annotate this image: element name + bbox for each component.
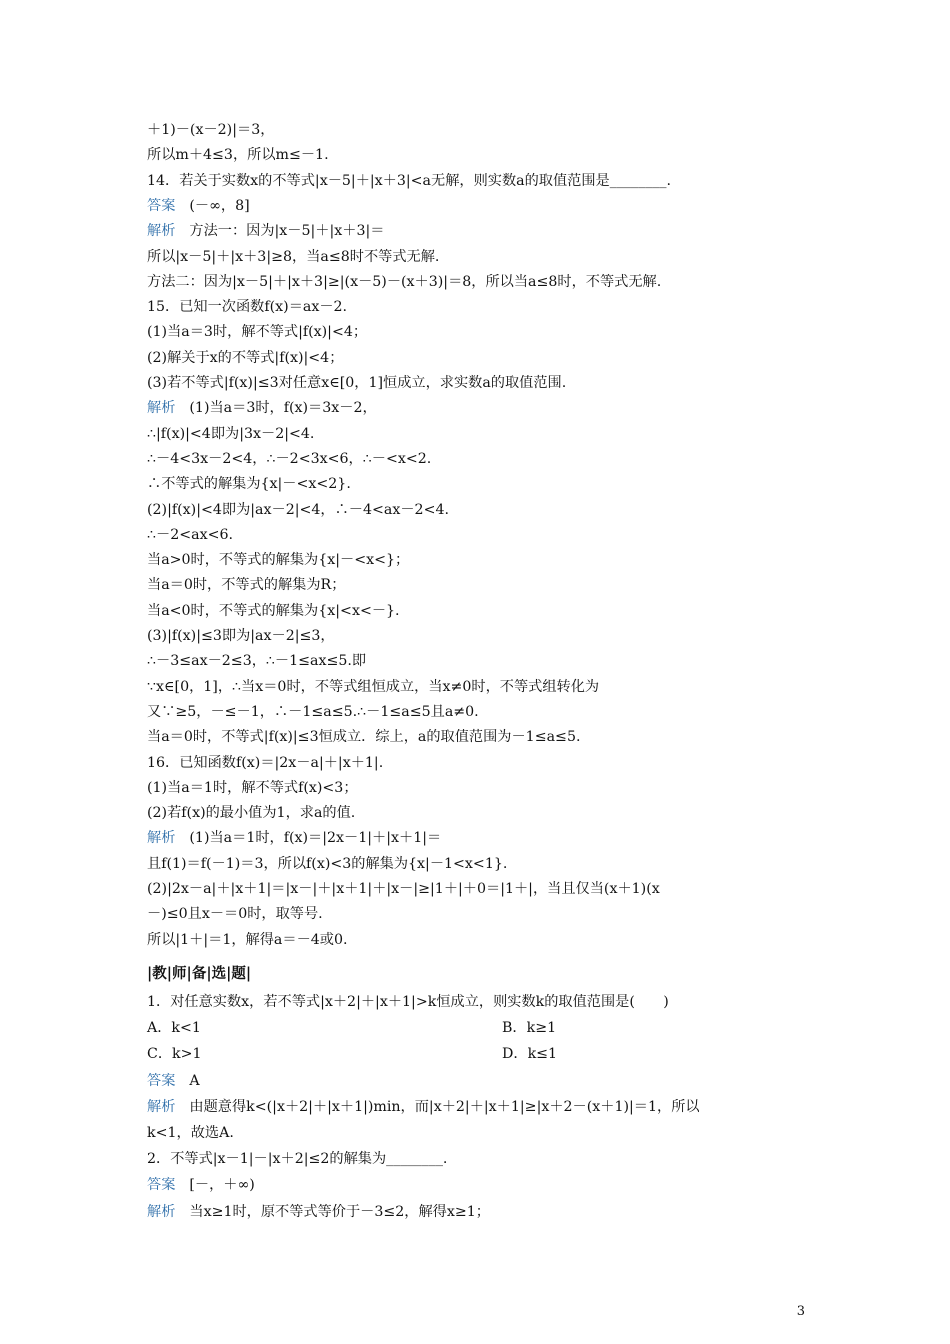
- line-text: 所以m＋4≤3，所以m≤－1.: [147, 147, 329, 163]
- line-text: (2)若f(x)的最小值为1，求a的值.: [147, 805, 356, 821]
- option-label: B．k≥1: [502, 1020, 557, 1036]
- text-line: [147, 754, 810, 772]
- text-line: [147, 678, 810, 696]
- line-text: (2)|2x－a|＋|x＋1|＝|x－|＋|x＋1|＋|x－|≥|1＋|＋0＝|1＋|，当且仅当(x＋1)(x: [147, 881, 660, 897]
- line-text: ∴－3≤ax－2≤3，∴－1≤ax≤5.即: [147, 653, 367, 669]
- line-text: 当a＝0时，不等式|f(x)|≤3恒成立．综上，a的取值范围为－1≤a≤5.: [147, 729, 581, 745]
- line-text: ∴不等式的解集为{x|－<x<2}.: [147, 476, 351, 492]
- text-line: [147, 779, 810, 797]
- line-text: ∵x∈[0，1]，∴当x＝0时，不等式组恒成立，当x≠0时，不等式组转化为: [147, 679, 600, 695]
- line-text: 当a＝0时，不等式的解集为R；: [147, 577, 346, 593]
- text-line: [147, 450, 810, 468]
- analysis-tag: 解析: [147, 830, 176, 846]
- text-line: [147, 222, 810, 240]
- text-line: [147, 298, 810, 316]
- text-line: [147, 1072, 810, 1090]
- line-text: ∴－2<ax<6.: [147, 527, 234, 543]
- text-line: [147, 829, 810, 847]
- text-line: [147, 323, 810, 341]
- text-line: [147, 652, 810, 670]
- text-line: [147, 273, 810, 291]
- line-text: [－，＋∞): [189, 1177, 255, 1193]
- text-line: [147, 855, 810, 873]
- line-text: 1．对任意实数x，若不等式|x＋2|＋|x＋1|>k恒成立，则实数k的取值范围是( ): [147, 994, 669, 1010]
- text-line: [147, 501, 810, 519]
- page-number: 3: [796, 1304, 805, 1319]
- line-text: 当a>0时，不等式的解集为{x|－<x<}；: [147, 552, 410, 568]
- line-text: (1)当a＝3时，f(x)＝3x－2，: [189, 400, 377, 416]
- answer-tag: 答案: [147, 1073, 176, 1089]
- line-text: 又∵≥5，－≤－1，∴－1≤a≤5.∴－1≤a≤5且a≠0.: [147, 704, 479, 720]
- line-text: 方法一：因为|x－5|＋|x＋3|＝: [189, 223, 385, 239]
- line-text: 所以|x－5|＋|x＋3|≥8，当a≤8时不等式无解.: [147, 249, 440, 265]
- line-text: 当x≥1时，原不等式等价于－3≤2，解得x≥1；: [189, 1204, 490, 1220]
- line-text: 当a<0时，不等式的解集为{x|<x<－}.: [147, 603, 400, 619]
- option-label: A．k<1: [147, 1020, 201, 1036]
- text-line: [147, 703, 810, 721]
- text-line: [147, 475, 810, 493]
- line-text: 且f(1)＝f(－1)＝3，所以f(x)<3的解集为{x|－1<x<1}.: [147, 856, 508, 872]
- line-text: ∴|f(x)|<4即为|3x－2|<4.: [147, 426, 315, 442]
- text-line: [147, 551, 810, 569]
- line-text: (－∞，8]: [189, 198, 250, 214]
- text-line: [147, 602, 810, 620]
- line-text: k<1，故选A.: [147, 1125, 234, 1141]
- line-text: 16．已知函数f(x)＝|2x－a|＋|x＋1|.: [147, 755, 384, 771]
- line-text: ＋1)－(x－2)|＝3，: [147, 122, 275, 138]
- text-line: [147, 804, 810, 822]
- text-line: [147, 374, 810, 392]
- text-line: [147, 1124, 810, 1142]
- analysis-tag: 解析: [147, 1204, 176, 1220]
- text-line: [147, 425, 810, 443]
- line-text: (3)|f(x)|≤3即为|ax－2|≤3，: [147, 628, 335, 644]
- analysis-tag: 解析: [147, 1099, 176, 1115]
- text-line: [147, 349, 810, 367]
- line-text: (2)|f(x)|<4即为|ax－2|<4，∴－4<ax－2<4.: [147, 502, 449, 518]
- text-line: [147, 146, 810, 164]
- line-text: (1)当a＝3时，解不等式|f(x)|<4；: [147, 324, 368, 340]
- text-line: [147, 248, 810, 266]
- text-line: [147, 1150, 810, 1168]
- text-line: [147, 627, 810, 645]
- text-line: [147, 728, 810, 746]
- text-line: [147, 880, 810, 898]
- line-text: 所以|1＋|＝1，解得a＝－4或0.: [147, 932, 348, 948]
- text-line: [147, 905, 810, 923]
- text-line: [147, 576, 810, 594]
- line-text: 方法二：因为|x－5|＋|x＋3|≥|(x－5)－(x＋3)|＝8，所以当a≤8时，不等式无解.: [147, 274, 662, 290]
- line-text: ∴－4<3x－2<4，∴－2<3x<6，∴－<x<2.: [147, 451, 432, 467]
- text-line: [147, 526, 810, 544]
- text-line: [147, 399, 810, 417]
- analysis-tag: 解析: [147, 400, 176, 416]
- option-label: D．k≤1: [502, 1046, 558, 1062]
- text-line: [147, 993, 810, 1011]
- text-line: [147, 931, 810, 949]
- line-text: 由题意得k<(|x＋2|＋|x＋1|)min，而|x＋2|＋|x＋1|≥|x＋2－(x＋1)|＝1，所以: [189, 1099, 700, 1115]
- line-text: 2．不等式|x－1|－|x＋2|≤2的解集为________.: [147, 1151, 448, 1167]
- text-line: [147, 172, 810, 190]
- teacher-section-heading: |教|师|备|选|题|: [147, 965, 252, 982]
- line-text: －)≤0且x－＝0时，取等号.: [147, 906, 323, 922]
- text-line: [147, 197, 810, 215]
- line-text: (3)若不等式|f(x)|≤3对任意x∈[0，1]恒成立，求实数a的取值范围.: [147, 375, 567, 391]
- text-line: [147, 1176, 810, 1194]
- line-text: (1)当a＝1时，解不等式f(x)<3；: [147, 780, 358, 796]
- line-text: (1)当a＝1时，f(x)＝|2x－1|＋|x＋1|＝: [189, 830, 442, 846]
- line-text: 15．已知一次函数f(x)＝ax－2.: [147, 299, 348, 315]
- analysis-tag: 解析: [147, 223, 176, 239]
- answer-tag: 答案: [147, 1177, 176, 1193]
- option-label: C．k>1: [147, 1046, 202, 1062]
- text-line: [147, 1098, 810, 1116]
- line-text: A: [189, 1073, 200, 1089]
- text-line: [147, 1203, 810, 1221]
- text-line: [147, 121, 810, 139]
- answer-tag: 答案: [147, 198, 176, 214]
- line-text: 14．若关于实数x的不等式|x－5|＋|x＋3|<a无解，则实数a的取值范围是________.: [147, 173, 671, 189]
- line-text: (2)解关于x的不等式|f(x)|<4；: [147, 350, 344, 366]
